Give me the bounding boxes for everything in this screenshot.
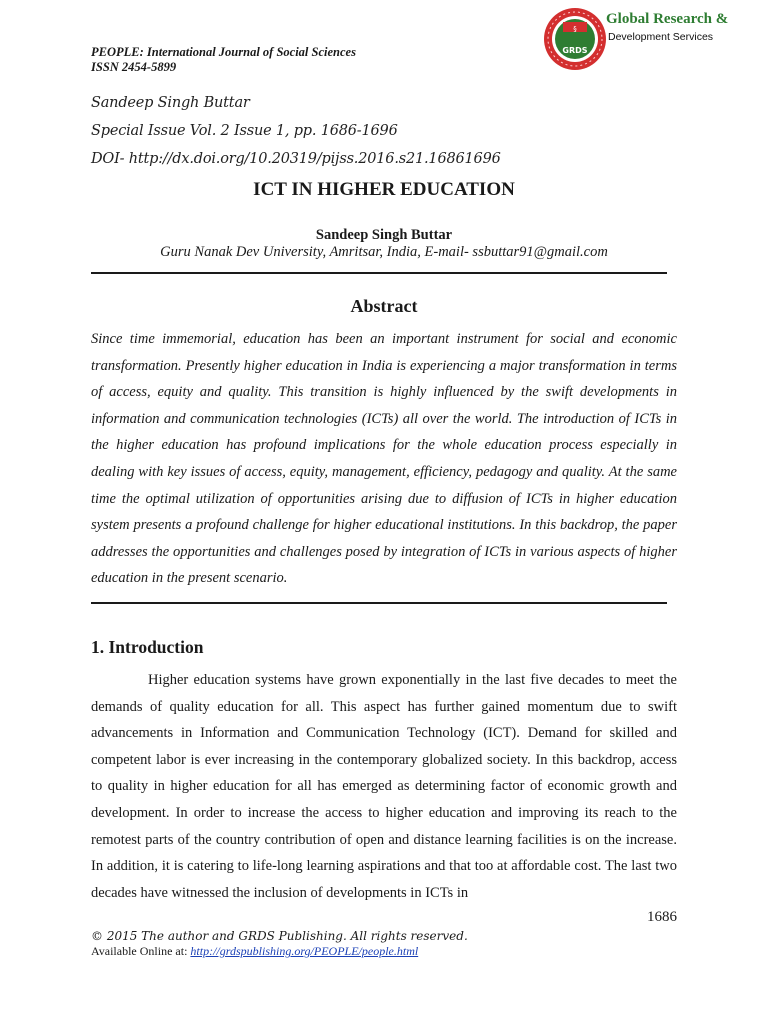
- logo-subtitle: Development Services: [608, 31, 714, 43]
- svg-text:§: §: [573, 25, 577, 33]
- available-online: [91, 944, 418, 959]
- available-label: Available Online at:: [91, 944, 191, 958]
- page-number: 1686: [647, 909, 677, 925]
- doi-line: DOI- http://dx.doi.org/10.20319/pijss.2016.s21.16861696: [91, 151, 501, 167]
- paper-author: Sandeep Singh Buttar: [315, 227, 453, 243]
- journal-name: PEOPLE: International Journal of Social Sciences: [91, 45, 356, 59]
- abstract-heading: Abstract: [350, 296, 418, 316]
- issue-info: Special Issue Vol. 2 Issue 1, pp. 1686-1696: [91, 123, 398, 139]
- divider-bottom: [91, 602, 667, 604]
- copyright-notice: © 2015 The author and GRDS Publishing. All rights reserved.: [91, 929, 468, 943]
- journal-header: [91, 45, 356, 75]
- svg-text:GRDS: GRDS: [562, 46, 588, 55]
- journal-url-link[interactable]: http://grdspublishing.org/PEOPLE/people.html: [190, 944, 419, 958]
- grds-seal-icon: [543, 6, 607, 72]
- journal-issn: ISSN 2454-5899: [91, 60, 177, 74]
- header-author: Sandeep Singh Buttar: [91, 95, 250, 111]
- paper-title: ICT IN HIGHER EDUCATION: [253, 179, 515, 200]
- introduction-text: Higher education systems have grown exponentially in the last five decades to meet the demands of quality education for all. This aspect has further gained momentum due to swift advancements in Information and Communication Technology (ICT). Demand for skilled and competent labor is ever increasing in the contemporary globalized society. In this backdrop, access to quality in higher education for all has emerged as determining factor of economic growth and development. In order to increase the access to higher education and improving its reach to the remotest parts of the country contribution of open and distance learning facilities is on the increase. In addition, it is catering to life-long learning aspirations and that too at affordable cost. The last two decades have witnessed the inclusion of developments in ICTs in: [91, 672, 677, 901]
- section-heading-introduction: 1. Introduction: [91, 637, 204, 657]
- divider-top: [91, 272, 667, 274]
- author-affiliation: Guru Nanak Dev University, Amritsar, India, E-mail- ssbuttar91@gmail.com: [160, 244, 608, 260]
- abstract-text: Since time immemorial, education has been an important instrument for social and economic transformation. Presently higher education in India is experiencing a major transformation in terms of access, equity and quality. This transition is highly influenced by the swift developments in information and communication technologies (ICTs) all over the world. The introduction of ICTs in the higher education has profound implications for the whole education process especially in dealing with key issues of access, equity, management, efficiency, pedagogy and quality. At the same time the optimal utilization of opportunities arising due to diffusion of ICTs in higher education system presents a profound challenge for higher educational institutions. In this backdrop, the paper addresses the opportunities and challenges posed by integration of ICTs in various aspects of higher education in the present scenario.: [91, 331, 677, 587]
- logo-title: Global Research &: [606, 11, 729, 27]
